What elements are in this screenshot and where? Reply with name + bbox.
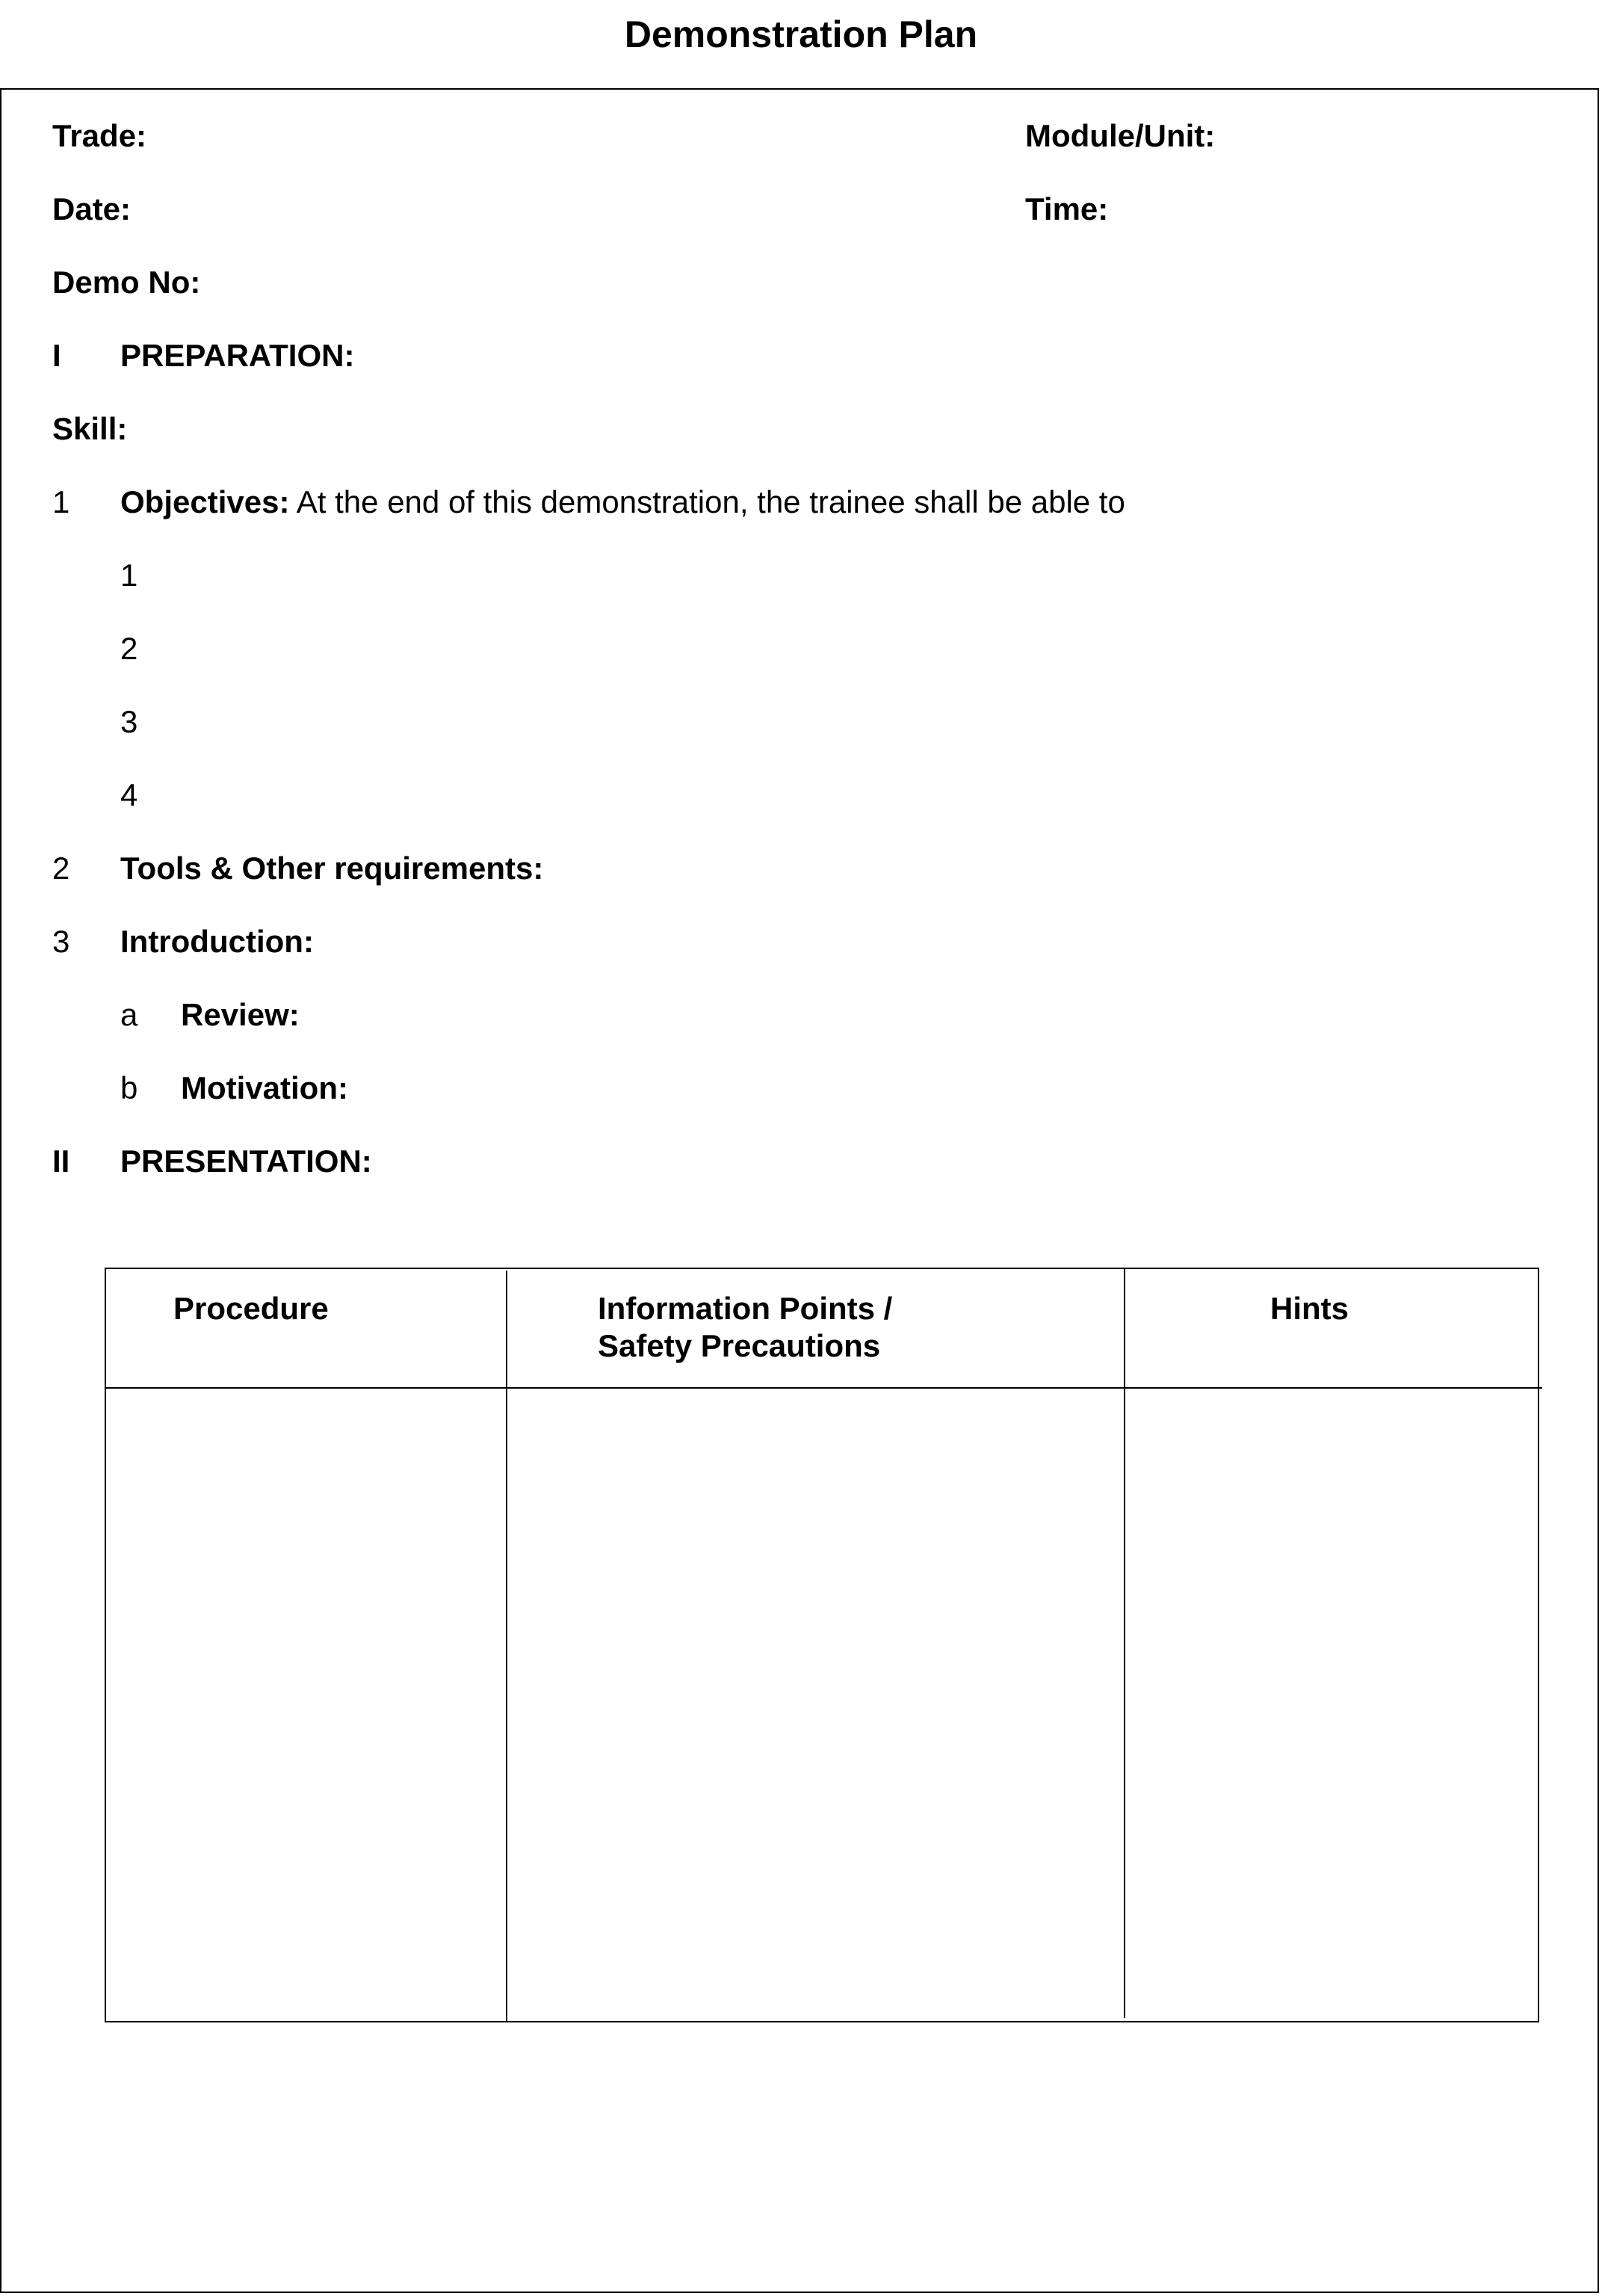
objective-item: 3 [120, 704, 138, 739]
time-label: Time: [1025, 191, 1109, 226]
information-points-cell[interactable] [507, 1389, 1122, 2021]
tools-number: 2 [52, 851, 70, 886]
objective-item: 4 [120, 777, 138, 812]
procedure-cell[interactable] [108, 1389, 504, 2021]
objectives-line [120, 483, 1125, 522]
hints-cell[interactable] [1125, 1389, 1538, 2021]
trade-label: Trade: [52, 118, 147, 153]
demo-no-label: Demo No: [52, 265, 201, 300]
motivation-label: Motivation: [181, 1070, 348, 1105]
section-1-numeral: I [52, 338, 61, 373]
tools-label: Tools & Other requirements: [120, 851, 544, 886]
introduction-label: Introduction: [120, 924, 314, 959]
introduction-number: 3 [52, 924, 70, 959]
objectives-number: 1 [52, 484, 70, 519]
objectives-label: Objectives: [120, 484, 290, 519]
motivation-letter: b [120, 1070, 138, 1105]
presentation-table [105, 1268, 1539, 2022]
review-label: Review: [181, 997, 300, 1032]
section-2-heading: PRESENTATION: [120, 1144, 372, 1179]
objective-item: 2 [120, 631, 138, 666]
document-title: Demonstration Plan [624, 13, 978, 55]
objectives-text: At the end of this demonstration, the trainee shall be able to [289, 484, 1125, 519]
review-letter: a [120, 997, 138, 1032]
date-label: Date: [52, 191, 132, 226]
skill-label: Skill: [52, 411, 128, 446]
module-unit-label: Module/Unit: [1025, 118, 1216, 153]
column-header-procedure: Procedure [173, 1291, 329, 1326]
section-2-numeral: II [52, 1144, 70, 1179]
column-header-information-points: Information Points / Safety Precautions [598, 1291, 893, 1363]
column-header-hints: Hints [1270, 1291, 1349, 1326]
objective-item: 1 [120, 558, 138, 593]
section-1-heading: PREPARATION: [120, 338, 355, 373]
